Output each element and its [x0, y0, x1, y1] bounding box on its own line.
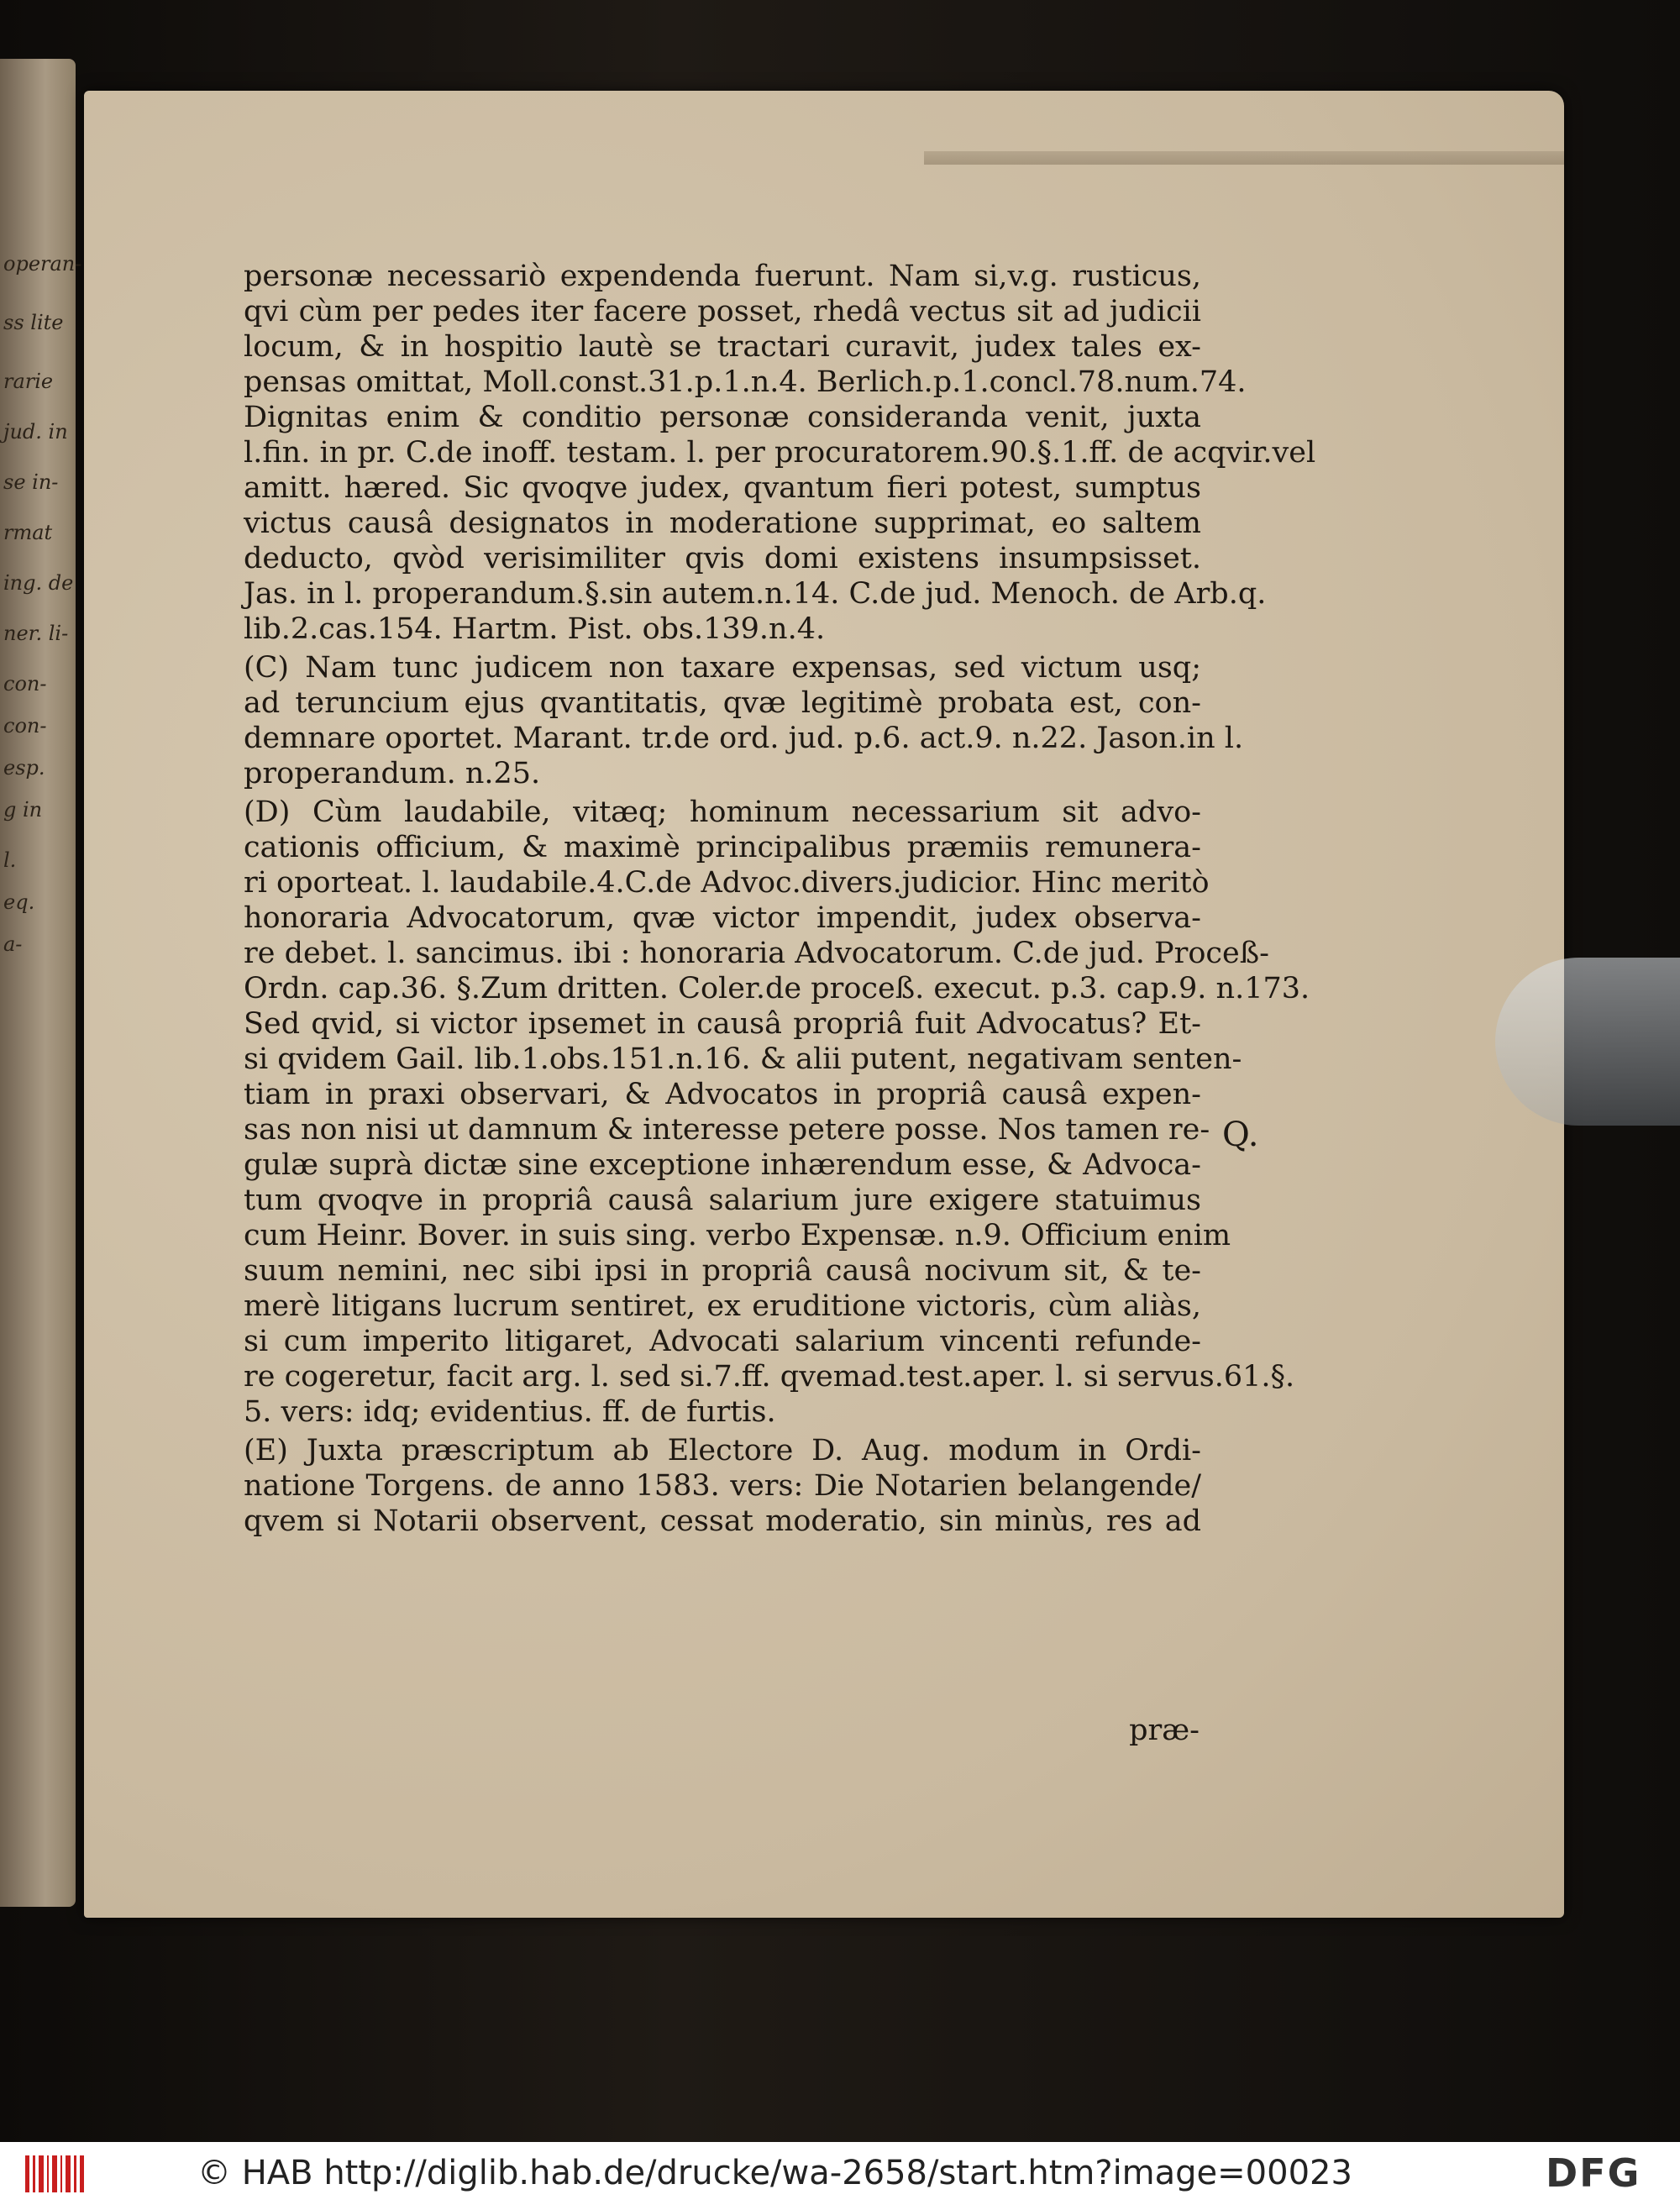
dfg-logo: DFG	[1546, 2150, 1641, 2196]
left-page-fragment: rarie	[3, 370, 54, 393]
text-line: re debet. l. sancimus. ibi : honoraria Advocatorum. C.de jud. Proceß-	[244, 937, 1269, 970]
text-line: deducto, qvòd verisimiliter qvis domi existens insumpsisset.	[244, 542, 1201, 575]
text-line: victus causâ designatos in moderatione supprimat, eo saltem	[244, 507, 1201, 540]
left-page-fragment: eq.	[3, 890, 35, 914]
text-line: Dignitas enim & conditio personæ consideranda venit, juxta	[244, 401, 1201, 434]
text-line: qvem si Notarii observent, cessat moderatio, sin minùs, res ad	[244, 1504, 1201, 1538]
text-line: si qvidem Gail. lib.1.obs.151.n.16. & alii putent, negativam senten-	[244, 1042, 1242, 1076]
text-line: (C) Nam tunc judicem non taxare expensas, sed victum usq;	[244, 651, 1201, 685]
text-line: Jas. in l. properandum.§.sin autem.n.14. C.de jud. Menoch. de Arb.q.	[244, 577, 1267, 611]
text-line: personæ necessariò expendenda fuerunt. Nam si,v.g. rusticus,	[244, 260, 1201, 293]
text-line: tiam in praxi observari, & Advocatos in propriâ causâ expen-	[244, 1078, 1201, 1111]
text-line: qvi cùm per pedes iter facere posset, rhedâ vectus sit ad judicii	[244, 295, 1201, 328]
footer-bar	[0, 2142, 1680, 2205]
page-text-block	[244, 259, 1316, 1539]
text-line: amitt. hæred. Sic qvoqve judex, qvantum fieri potest, sumptus	[244, 471, 1201, 505]
left-page-fragment: esp.	[3, 756, 45, 780]
text-line: merè litigans lucrum sentiret, ex eruditione victoris, cùm aliàs,	[244, 1289, 1201, 1323]
left-page-fragment: jud. in	[3, 420, 68, 444]
text-line: (D) Cùm laudabile, vitæq; hominum necessarium sit advo-	[244, 795, 1201, 829]
text-line: sas non nisi ut damnum & interesse petere posse. Nos tamen re-	[244, 1113, 1210, 1147]
page-clip	[1495, 958, 1680, 1126]
text-line: suum nemini, nec sibi ipsi in propriâ causâ nocivum sit, & te-	[244, 1254, 1201, 1288]
text-line: natione Torgens. de anno 1583. vers: Die Notarien belangende/	[244, 1469, 1201, 1503]
text-line: gulæ suprà dictæ sine exceptione inhærendum esse, & Advoca-	[244, 1148, 1201, 1182]
text-line: l.fin. in pr. C.de inoff. testam. l. per procuratorem.90.§.1.ff. de acqvir.vel	[244, 436, 1316, 470]
text-line: pensas omittat, Moll.const.31.p.1.n.4. Berlich.p.1.concl.78.num.74.	[244, 365, 1247, 399]
text-line: locum, & in hospitio lautè se tractari curavit, judex tales ex-	[244, 330, 1201, 364]
text-line: cationis officium, & maximè principalibus præmiis remunera-	[244, 831, 1201, 864]
left-facing-page	[0, 59, 82, 1907]
page-edge-shadow	[924, 151, 1564, 165]
text-line: cum Heinr. Bover. in suis sing. verbo Expensæ. n.9. Officium enim	[244, 1219, 1231, 1252]
footer-credit-link[interactable]: © HAB http://diglib.hab.de/drucke/wa-2658/start.htm?image=00023	[197, 2154, 1352, 2192]
left-page-fragment: ing. de	[3, 571, 74, 595]
text-line: demnare oportet. Marant. tr.de ord. jud. p.6. act.9. n.22. Jason.in l.	[244, 722, 1244, 755]
left-page-fragment: con-	[3, 714, 47, 738]
left-page-fragment: g in	[3, 798, 43, 822]
left-page-fragment: con-	[3, 672, 47, 696]
left-page-fragment: a-	[3, 932, 23, 956]
text-line: Sed qvid, si victor ipsemet in causâ propriâ fuit Advocatus? Et-	[244, 1007, 1201, 1041]
text-line: (E) Juxta præscriptum ab Electore D. Aug. modum in Ordi-	[244, 1434, 1201, 1467]
left-page-fragment: ss lite	[3, 311, 64, 334]
left-page-fragment: operan-	[3, 252, 82, 276]
text-line: 5. vers: idq; evidentius. ff. de furtis.	[244, 1395, 776, 1429]
text-line: honoraria Advocatorum, qvæ victor impendit, judex observa-	[244, 901, 1201, 935]
left-page-fragment: l.	[3, 848, 17, 872]
text-line: Ordn. cap.36. §.Zum dritten. Coler.de proceß. execut. p.3. cap.9. n.173.	[244, 972, 1310, 1005]
text-line: properandum. n.25.	[244, 757, 541, 790]
catchword: præ-	[1129, 1714, 1200, 1747]
text-line: ri oporteat. l. laudabile.4.C.de Advoc.divers.judicior. Hinc meritò	[244, 866, 1210, 900]
margin-mark: Q.	[1222, 1116, 1259, 1154]
left-page-fragment: rmat	[3, 521, 53, 544]
text-line: tum qvoqve in propriâ causâ salarium jure exigere statuimus	[244, 1184, 1201, 1217]
barcode-icon	[25, 2155, 84, 2192]
left-page-fragment: ner. li-	[3, 622, 69, 645]
text-line: si cum imperito litigaret, Advocati salarium vincenti refunde-	[244, 1325, 1201, 1358]
text-line: lib.2.cas.154. Hartm. Pist. obs.139.n.4.	[244, 612, 826, 646]
left-page-fragment: se in-	[3, 470, 59, 494]
text-line: re cogeretur, facit arg. l. sed si.7.ff. qvemad.test.aper. l. si servus.61.§.	[244, 1360, 1295, 1394]
text-line: ad teruncium ejus qvantitatis, qvæ legitimè probata est, con-	[244, 686, 1201, 720]
